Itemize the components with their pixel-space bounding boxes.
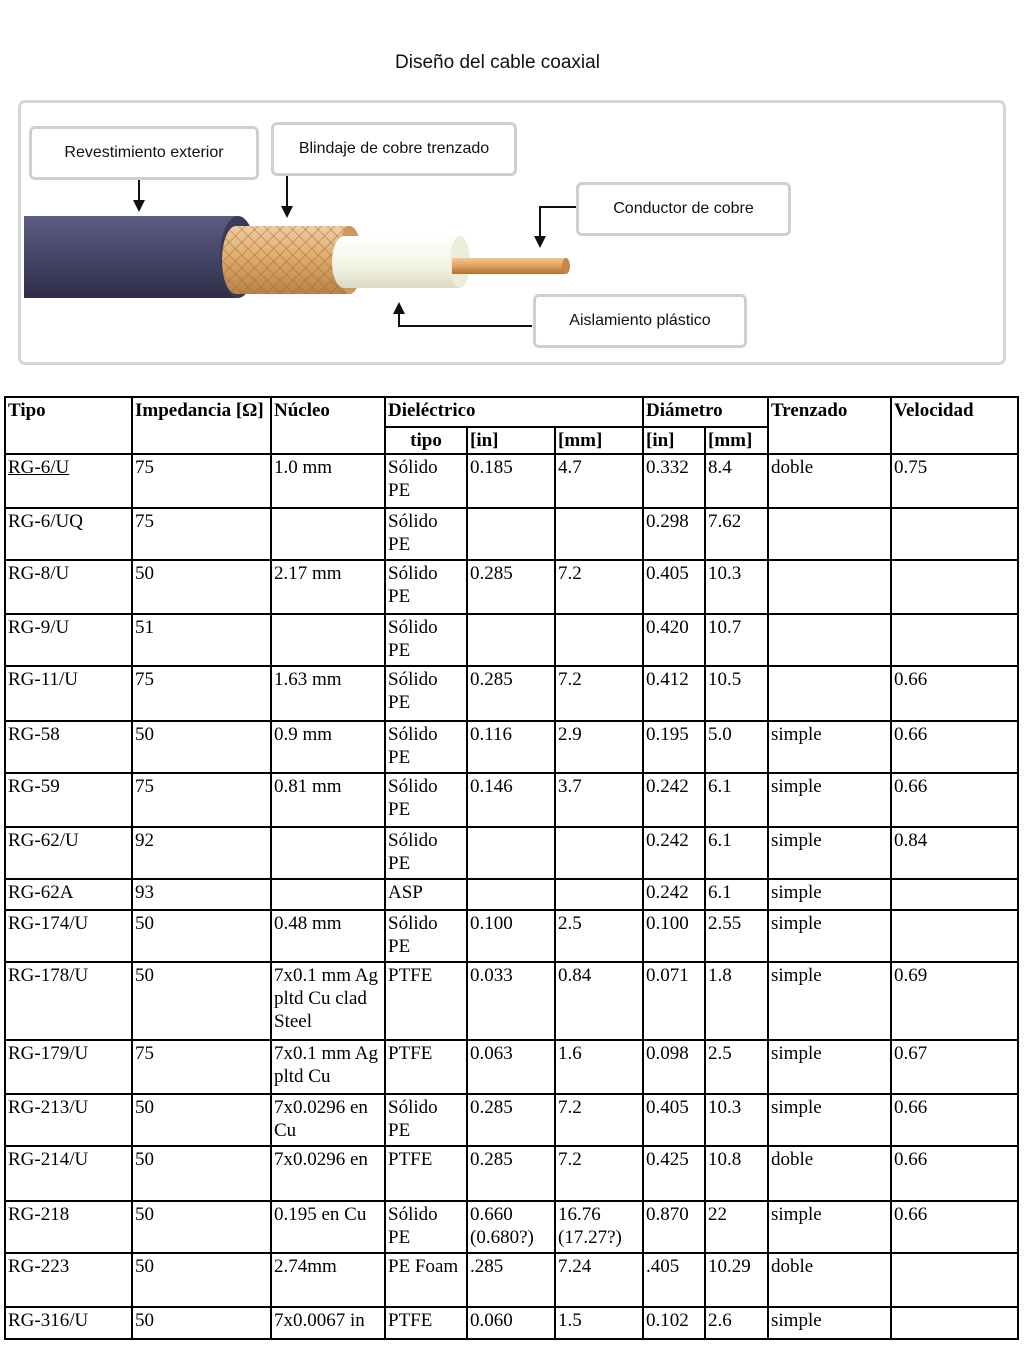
cell-impedancia: 75: [132, 773, 271, 827]
label-braided-shield: Blindaje de cobre trenzado: [271, 122, 517, 176]
cell-diam-in: 0.071: [643, 962, 705, 1040]
cell-diel-tipo: Sólido PE: [385, 666, 467, 720]
copper-conductor: [452, 258, 570, 274]
cell-diam-mm: 22: [705, 1201, 768, 1253]
cell-trenzado: simple: [768, 879, 891, 910]
table-row: [5, 508, 1018, 560]
header-dielectrico: Dieléctrico: [385, 397, 643, 427]
cell-trenzado: simple: [768, 773, 891, 827]
cell-trenzado: simple: [768, 1201, 891, 1253]
header-trenzado: Trenzado: [768, 397, 891, 454]
cell-tipo[interactable]: [5, 454, 132, 508]
arrow-plastic-insulation: [393, 302, 532, 326]
cell-tipo: RG-213/U: [5, 1094, 132, 1146]
cell-tipo: RG-62A: [5, 879, 132, 910]
cell-impedancia: 50: [132, 1201, 271, 1253]
cell-diam-mm: 2.55: [705, 910, 768, 962]
cell-diam-in: 0.425: [643, 1146, 705, 1200]
arrow-copper-conductor: [534, 207, 576, 248]
cell-trenzado: [768, 666, 891, 720]
cell-diel-mm: 7.2: [555, 1094, 643, 1146]
cell-tipo: RG-174/U: [5, 910, 132, 962]
cell-diel-mm: 7.2: [555, 560, 643, 614]
cell-diel-in: [467, 508, 555, 560]
cell-velocidad: 0.66: [891, 1094, 1018, 1146]
cell-diam-in: 0.195: [643, 721, 705, 773]
subheader-diel-tipo: tipo: [385, 427, 467, 454]
cell-tipo: RG-11/U: [5, 666, 132, 720]
cell-nucleo: 2.74mm: [271, 1253, 385, 1307]
cell-trenzado: [768, 614, 891, 666]
cell-tipo: RG-8/U: [5, 560, 132, 614]
cell-diam-mm: 6.1: [705, 879, 768, 910]
cell-trenzado: [768, 560, 891, 614]
cell-diam-mm: 10.8: [705, 1146, 768, 1200]
cell-nucleo: 2.17 mm: [271, 560, 385, 614]
cell-impedancia: 50: [132, 962, 271, 1040]
cell-diam-in: 0.242: [643, 827, 705, 879]
cell-diel-mm: [555, 614, 643, 666]
cell-tipo: RG-59: [5, 773, 132, 827]
header-impedancia: Impedancia [Ω]: [132, 397, 271, 454]
cell-diam-in: 0.420: [643, 614, 705, 666]
cell-velocidad: [891, 560, 1018, 614]
cell-diel-tipo: Sólido PE: [385, 560, 467, 614]
header-nucleo: Núcleo: [271, 397, 385, 454]
cell-diel-mm: [555, 879, 643, 910]
cell-nucleo: 1.0 mm: [271, 454, 385, 508]
cell-nucleo: 7x0.1 mm Ag pltd Cu clad Steel: [271, 962, 385, 1040]
cell-diel-in: 0.660 (0.680?): [467, 1201, 555, 1253]
subheader-diel-in: [in]: [467, 427, 555, 454]
table-row: [5, 827, 1018, 879]
cell-diam-mm: 6.1: [705, 827, 768, 879]
cell-diam-in: 0.412: [643, 666, 705, 720]
cell-impedancia: 50: [132, 560, 271, 614]
cell-trenzado: doble: [768, 1253, 891, 1307]
cell-velocidad: 0.66: [891, 721, 1018, 773]
cell-diel-in: 0.063: [467, 1040, 555, 1094]
cell-diel-tipo: Sólido PE: [385, 773, 467, 827]
cell-diel-mm: [555, 827, 643, 879]
cell-impedancia: 75: [132, 666, 271, 720]
cell-diel-in: 0.100: [467, 910, 555, 962]
subheader-diam-mm: [mm]: [705, 427, 768, 454]
cell-diel-mm: 3.7: [555, 773, 643, 827]
label-copper-conductor: Conductor de cobre: [576, 182, 791, 236]
cell-impedancia: 75: [132, 508, 271, 560]
cell-diam-mm: 10.7: [705, 614, 768, 666]
cell-impedancia: 50: [132, 1307, 271, 1339]
table-row: [5, 666, 1018, 720]
cell-diel-tipo: Sólido PE: [385, 1094, 467, 1146]
cell-diel-tipo: PTFE: [385, 1146, 467, 1200]
cell-diam-mm: 7.62: [705, 508, 768, 560]
cell-nucleo: 0.195 en Cu: [271, 1201, 385, 1253]
cell-diel-in: [467, 879, 555, 910]
cell-velocidad: [891, 614, 1018, 666]
cell-trenzado: simple: [768, 910, 891, 962]
table-row: [5, 1040, 1018, 1094]
cell-velocidad: [891, 910, 1018, 962]
cell-diel-mm: 0.84: [555, 962, 643, 1040]
cell-tipo: RG-58: [5, 721, 132, 773]
cell-impedancia: 50: [132, 721, 271, 773]
cell-trenzado: simple: [768, 827, 891, 879]
arrow-outer-jacket: [133, 180, 145, 212]
table-row: [5, 454, 1018, 508]
coaxial-cable-illustration: [0, 0, 1027, 380]
cell-diel-tipo: Sólido PE: [385, 1201, 467, 1253]
cell-diam-mm: 10.3: [705, 560, 768, 614]
cell-diam-in: 0.100: [643, 910, 705, 962]
cell-diel-in: .285: [467, 1253, 555, 1307]
link-rg-6u[interactable]: RG-6/U: [8, 457, 70, 478]
cell-impedancia: 51: [132, 614, 271, 666]
cell-nucleo: 7x0.1 mm Ag pltd Cu: [271, 1040, 385, 1094]
plastic-insulation: [332, 236, 470, 288]
cell-impedancia: 50: [132, 910, 271, 962]
cell-diel-mm: 2.5: [555, 910, 643, 962]
arrow-braided-shield: [281, 176, 293, 218]
table-row: [5, 560, 1018, 614]
cell-diel-mm: 1.6: [555, 1040, 643, 1094]
cell-diel-tipo: Sólido PE: [385, 721, 467, 773]
cell-trenzado: [768, 508, 891, 560]
cell-diel-mm: 2.9: [555, 721, 643, 773]
cell-velocidad: [891, 1253, 1018, 1307]
cell-diam-in: .405: [643, 1253, 705, 1307]
cell-trenzado: simple: [768, 1307, 891, 1339]
cell-diel-in: [467, 614, 555, 666]
header-tipo: Tipo: [5, 397, 132, 454]
subheader-diam-in: [in]: [643, 427, 705, 454]
cell-velocidad: [891, 508, 1018, 560]
label-plastic-insulation: Aislamiento plástico: [533, 294, 747, 348]
cell-diel-in: 0.060: [467, 1307, 555, 1339]
cell-diam-in: 0.298: [643, 508, 705, 560]
cell-diel-in: 0.285: [467, 560, 555, 614]
cell-nucleo: 1.63 mm: [271, 666, 385, 720]
cell-diel-in: 0.285: [467, 1094, 555, 1146]
cell-diel-tipo: Sólido PE: [385, 614, 467, 666]
cell-nucleo: [271, 827, 385, 879]
cell-nucleo: [271, 508, 385, 560]
header-velocidad: Velocidad: [891, 397, 1018, 454]
cell-tipo: RG-218: [5, 1201, 132, 1253]
table-row: [5, 1146, 1018, 1200]
cell-tipo: RG-9/U: [5, 614, 132, 666]
header-diametro: Diámetro: [643, 397, 768, 427]
table-row: [5, 721, 1018, 773]
table-row: [5, 773, 1018, 827]
cell-diam-mm: 10.5: [705, 666, 768, 720]
table-row: [5, 1201, 1018, 1253]
cell-impedancia: 50: [132, 1146, 271, 1200]
cell-nucleo: 0.48 mm: [271, 910, 385, 962]
label-outer-jacket: Revestimiento exterior: [29, 126, 259, 180]
cell-diel-tipo: PTFE: [385, 1307, 467, 1339]
cell-nucleo: 7x0.0067 in: [271, 1307, 385, 1339]
cell-velocidad: [891, 879, 1018, 910]
cell-diel-in: 0.285: [467, 1146, 555, 1200]
cell-diel-tipo: PTFE: [385, 1040, 467, 1094]
cell-trenzado: simple: [768, 1040, 891, 1094]
table-row: [5, 614, 1018, 666]
cell-trenzado: simple: [768, 721, 891, 773]
cell-diel-in: 0.146: [467, 773, 555, 827]
cell-velocidad: 0.66: [891, 1201, 1018, 1253]
cell-diel-tipo: Sólido PE: [385, 827, 467, 879]
cell-diel-in: 0.185: [467, 454, 555, 508]
cell-tipo: RG-223: [5, 1253, 132, 1307]
cell-nucleo: 7x0.0296 en: [271, 1146, 385, 1200]
cell-diel-tipo: Sólido PE: [385, 454, 467, 508]
cell-nucleo: [271, 614, 385, 666]
cell-diel-in: 0.285: [467, 666, 555, 720]
cell-diel-tipo: Sólido PE: [385, 508, 467, 560]
subheader-diel-mm: [mm]: [555, 427, 643, 454]
diagram-title: Diseño del cable coaxial: [395, 52, 600, 73]
cell-diel-in: [467, 827, 555, 879]
cell-impedancia: 93: [132, 879, 271, 910]
table-row: [5, 962, 1018, 1040]
cell-diam-mm: 1.8: [705, 962, 768, 1040]
cell-diam-in: 0.102: [643, 1307, 705, 1339]
cell-tipo: RG-178/U: [5, 962, 132, 1040]
cell-impedancia: 75: [132, 454, 271, 508]
cell-velocidad: 0.84: [891, 827, 1018, 879]
cell-diel-mm: 4.7: [555, 454, 643, 508]
coax-spec-table: [4, 396, 1019, 1340]
cell-tipo: RG-179/U: [5, 1040, 132, 1094]
cell-tipo: RG-316/U: [5, 1307, 132, 1339]
cell-diel-tipo: PE Foam: [385, 1253, 467, 1307]
cell-diam-mm: 6.1: [705, 773, 768, 827]
cell-nucleo: 7x0.0296 en Cu: [271, 1094, 385, 1146]
cell-diam-mm: 5.0: [705, 721, 768, 773]
table-row: [5, 1094, 1018, 1146]
cell-diel-tipo: ASP: [385, 879, 467, 910]
cell-diel-in: 0.116: [467, 721, 555, 773]
cell-diam-in: 0.870: [643, 1201, 705, 1253]
cell-impedancia: 50: [132, 1094, 271, 1146]
cell-trenzado: simple: [768, 1094, 891, 1146]
cell-nucleo: [271, 879, 385, 910]
cell-diam-mm: 10.3: [705, 1094, 768, 1146]
cell-diam-in: 0.405: [643, 560, 705, 614]
cell-diel-mm: 7.2: [555, 1146, 643, 1200]
cell-impedancia: 92: [132, 827, 271, 879]
cell-diel-tipo: PTFE: [385, 962, 467, 1040]
cell-impedancia: 75: [132, 1040, 271, 1094]
cell-velocidad: 0.66: [891, 773, 1018, 827]
cell-diel-mm: 7.24: [555, 1253, 643, 1307]
cell-diam-mm: 2.6: [705, 1307, 768, 1339]
cell-diam-in: 0.242: [643, 773, 705, 827]
table-row: [5, 910, 1018, 962]
cell-diam-mm: 10.29: [705, 1253, 768, 1307]
table-row: [5, 879, 1018, 910]
cell-diel-mm: 7.2: [555, 666, 643, 720]
cell-diel-mm: 1.5: [555, 1307, 643, 1339]
cell-trenzado: doble: [768, 454, 891, 508]
cell-nucleo: 0.9 mm: [271, 721, 385, 773]
cell-diel-in: 0.033: [467, 962, 555, 1040]
cell-velocidad: 0.66: [891, 1146, 1018, 1200]
cell-impedancia: 50: [132, 1253, 271, 1307]
cell-diam-in: 0.098: [643, 1040, 705, 1094]
cell-trenzado: doble: [768, 1146, 891, 1200]
cell-tipo: RG-62/U: [5, 827, 132, 879]
cell-diel-tipo: Sólido PE: [385, 910, 467, 962]
cell-velocidad: [891, 1307, 1018, 1339]
table-row: [5, 1253, 1018, 1307]
cell-velocidad: 0.67: [891, 1040, 1018, 1094]
cell-velocidad: 0.75: [891, 454, 1018, 508]
cell-diam-mm: 8.4: [705, 454, 768, 508]
cell-tipo: RG-6/UQ: [5, 508, 132, 560]
cell-diam-mm: 2.5: [705, 1040, 768, 1094]
cell-diel-mm: 16.76 (17.27?): [555, 1201, 643, 1253]
cell-nucleo: 0.81 mm: [271, 773, 385, 827]
cell-trenzado: simple: [768, 962, 891, 1040]
outer-jacket: [24, 216, 256, 298]
cell-tipo: RG-214/U: [5, 1146, 132, 1200]
cell-diel-mm: [555, 508, 643, 560]
cell-diam-in: 0.405: [643, 1094, 705, 1146]
table-row: [5, 1307, 1018, 1339]
cell-diam-in: 0.242: [643, 879, 705, 910]
cell-velocidad: 0.66: [891, 666, 1018, 720]
cell-diam-in: 0.332: [643, 454, 705, 508]
cell-velocidad: 0.69: [891, 962, 1018, 1040]
